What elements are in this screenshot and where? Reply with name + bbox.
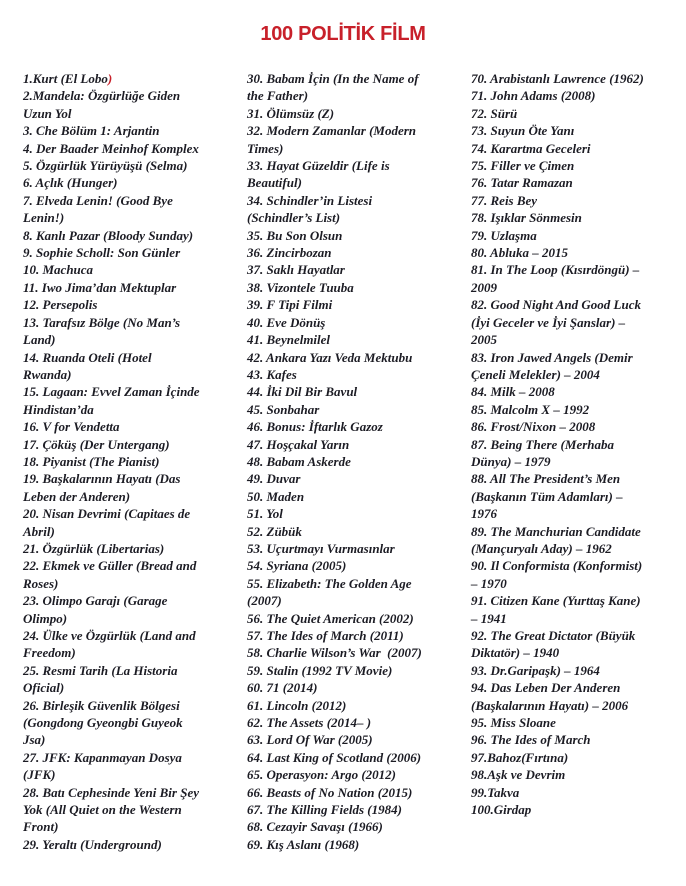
film-list-item [247, 261, 469, 278]
film-title: 84. Milk – 2008 [471, 384, 555, 400]
film-list-item [247, 749, 469, 766]
film-title: 85. Malcolm X – 1992 [471, 401, 590, 417]
film-title: 86. Frost/Nixon – 2008 [471, 419, 596, 435]
film-title: 34. Schindler’in Listesi (Schindler’s List) [247, 192, 373, 226]
film-title: 37. Saklı Hayatlar [247, 262, 345, 278]
film-list-item [247, 296, 469, 313]
film-title: 35. Bu Son Olsun [247, 227, 343, 243]
film-title: 96. The Ides of March [471, 732, 591, 748]
film-list-item [471, 557, 683, 592]
film-title: 21. Özgürlük (Libertarias) [23, 540, 165, 556]
film-list-item [471, 87, 683, 104]
film-title: 100.Girdap [471, 802, 532, 818]
film-title: 2.Mandela: Özgürlüğe Giden Uzun Yol [23, 88, 181, 121]
film-list-item [247, 122, 469, 157]
film-title: 65. Operasyon: Argo (2012) [247, 767, 397, 783]
film-title: 1.Kurt (El Lobo [23, 71, 108, 86]
film-title: 49. Duvar [247, 471, 301, 487]
film-list-item [247, 436, 469, 453]
film-list-item [23, 436, 243, 453]
film-list-item [23, 784, 243, 836]
film-title: 5. Özgürlük Yürüyüşü (Selma) [23, 158, 188, 174]
film-title: 92. The Great Dictator (Büyük Diktatör) – 1940 [471, 628, 636, 661]
film-title-tail: ) [107, 71, 113, 86]
film-list-item [23, 505, 243, 540]
film-title: 83. Iron Jawed Angels (Demir Çeneli Melekler) – 2004 [471, 349, 633, 382]
film-list-item [471, 174, 683, 191]
film-title: 11. Iwo Jima’dan Mektuplar [23, 279, 177, 295]
film-title: 6. Açlık (Hunger) [23, 175, 118, 191]
film-title: 90. Il Conformista (Konformist) – 1970 [471, 558, 643, 591]
film-title: 41. Beynelmilel [247, 332, 331, 348]
film-list-item [23, 87, 243, 122]
film-list-item [23, 70, 243, 87]
film-title: 67. The Killing Fields (1984) [247, 802, 402, 818]
film-title: 8. Kanlı Pazar (Bloody Sunday) [23, 227, 194, 243]
film-title: 94. Das Leben Der Anderen (Başkalarının Hayatı) – 2006 [471, 680, 629, 713]
film-title: 48. Babam Askerde [247, 453, 351, 469]
film-title: 81. In The Loop (Kısırdöngü) – 2009 [471, 262, 640, 295]
film-list-item [23, 383, 243, 418]
film-title: 80. Abluka – 2015 [471, 245, 569, 261]
film-list-item [23, 453, 243, 470]
film-title: 38. Vizontele Tuuba [247, 279, 354, 295]
film-title: 98.Aşk ve Devrim [471, 767, 566, 783]
film-list-item [23, 279, 243, 296]
film-title: 55. Elizabeth: The Golden Age (2007) [247, 575, 412, 609]
film-title: 27. JFK: Kapanmayan Dosya (JFK) [23, 749, 182, 783]
film-title: 32. Modern Zamanlar (Modern Times) [247, 123, 417, 156]
film-title: 7. Elveda Lenin! (Good Bye Lenin!) [23, 192, 173, 226]
film-list-item [471, 140, 683, 157]
film-list-item [471, 627, 683, 662]
film-title: 30. Babam İçin (In the Name of the Father) [247, 71, 419, 104]
film-list-item [23, 662, 243, 697]
film-list-item [247, 505, 469, 522]
film-list-item [247, 488, 469, 505]
film-list-item [247, 157, 469, 192]
film-list-item [471, 157, 683, 174]
film-list-item [471, 383, 683, 400]
film-title: 45. Sonbahar [247, 401, 320, 417]
film-list-item [471, 523, 683, 558]
film-title: 10. Machuca [23, 262, 94, 278]
film-list-item [471, 662, 683, 679]
film-list-item [247, 383, 469, 400]
film-title: 24. Ülke ve Özgürlük (Land and Freedom) [23, 628, 196, 661]
film-column-1 [23, 70, 243, 853]
film-list-item [247, 331, 469, 348]
film-list-item [23, 836, 243, 853]
film-title: 75. Filler ve Çimen [471, 158, 575, 174]
film-list-item [471, 714, 683, 731]
film-list-item [247, 453, 469, 470]
film-title: 82. Good Night And Good Luck (İyi Geceler ve İyi Şanslar) – 2005 [471, 297, 641, 348]
film-title: 74. Karartma Geceleri [471, 140, 591, 156]
film-list-item [247, 349, 469, 366]
film-list-item [247, 105, 469, 122]
film-list-item [471, 244, 683, 261]
film-title: 42. Ankara Yazı Veda Mektubu [247, 349, 413, 365]
film-list-item [247, 279, 469, 296]
film-title: 58. Charlie Wilson’s War (2007) [247, 645, 422, 661]
film-list-item [23, 314, 243, 349]
film-title: 33. Hayat Güzeldir (Life is Beautiful) [247, 158, 390, 191]
film-list-item [247, 714, 469, 731]
film-title: 3. Che Bölüm 1: Arjantin [23, 123, 160, 139]
film-title: 66. Beasts of No Nation (2015) [247, 784, 413, 800]
film-title: 61. Lincoln (2012) [247, 697, 347, 713]
film-list-item [471, 731, 683, 748]
film-title: 54. Syriana (2005) [247, 558, 347, 574]
film-list-item [23, 540, 243, 557]
film-list-item [471, 192, 683, 209]
film-list-item [23, 261, 243, 278]
film-title: 13. Tarafsız Bölge (No Man’s Land) [23, 314, 181, 348]
film-list-item [247, 679, 469, 696]
film-title: 73. Suyun Öte Yanı [471, 123, 575, 139]
film-list-item [23, 349, 243, 384]
film-title: 93. Dr.Garipaşk) – 1964 [471, 662, 600, 678]
film-title: 47. Hoşçakal Yarın [247, 436, 350, 452]
film-title: 28. Batı Cephesinde Yeni Bir Şey Yok (All Quiet on the Western Front) [23, 784, 199, 835]
film-list-item [471, 227, 683, 244]
film-title: 91. Citizen Kane (Yurttaş Kane) – 1941 [471, 593, 641, 626]
film-list-item [471, 296, 683, 348]
film-title: 57. The Ides of March (2011) [247, 628, 404, 643]
film-list-item [471, 592, 683, 627]
film-list-item [471, 418, 683, 435]
film-list-item [247, 610, 469, 627]
film-list-item [247, 401, 469, 418]
film-title: 60. 71 (2014) [247, 680, 318, 696]
film-list-item [247, 314, 469, 331]
film-list-item [247, 418, 469, 435]
film-list-item [247, 801, 469, 818]
film-list-item [247, 227, 469, 244]
film-list-item [471, 349, 683, 384]
film-list-item [471, 749, 683, 766]
film-list-item [23, 592, 243, 627]
film-title: 14. Ruanda Oteli (Hotel Rwanda) [23, 349, 152, 382]
film-title: 71. John Adams (2008) [471, 88, 596, 104]
film-list-item [471, 122, 683, 139]
film-title: 26. Birleşik Güvenlik Bölgesi (Gongdong Gyeongbi Guyeok Jsa) [23, 697, 183, 748]
film-list-item [471, 784, 683, 801]
film-list-item [247, 818, 469, 835]
film-list-item [247, 70, 469, 105]
film-title: 36. Zincirbozan [247, 245, 332, 261]
film-list-item [471, 679, 683, 714]
film-list-item [23, 296, 243, 313]
film-list-item [247, 575, 469, 610]
film-title: 15. Lagaan: Evvel Zaman İçinde Hindistan’da [23, 384, 200, 417]
film-list-item [247, 523, 469, 540]
page-title: 100 POLİTİK FİLM [260, 23, 426, 45]
film-list-item [23, 192, 243, 227]
film-title: 99.Takva [471, 784, 520, 800]
film-title: 77. Reis Bey [471, 192, 538, 208]
film-title: 56. The Quiet American (2002) [247, 610, 414, 626]
film-title: 68. Cezayir Savaşı (1966) [247, 819, 383, 835]
film-title: 69. Kış Aslanı (1968) [247, 836, 360, 852]
film-list-item [247, 192, 469, 227]
film-title: 89. The Manchurian Candidate (Mançuryalı Aday) – 1962 [471, 523, 641, 556]
film-list-item [23, 557, 243, 592]
film-title: 52. Zübük [247, 523, 302, 539]
film-list-item [247, 366, 469, 383]
film-list-item [247, 470, 469, 487]
film-title: 12. Persepolis [23, 297, 98, 313]
film-list-item [23, 697, 243, 749]
film-title: 50. Maden [247, 488, 305, 504]
film-column-3 [471, 70, 683, 818]
film-list-item [471, 209, 683, 226]
film-title: 76. Tatar Ramazan [471, 175, 573, 191]
film-title: 16. V for Vendetta [23, 419, 120, 435]
film-title: 18. Piyanist (The Pianist) [23, 453, 160, 469]
film-list-item [247, 784, 469, 801]
film-title: 97.Bahoz(Fırtına) [471, 749, 569, 765]
film-list-item [23, 627, 243, 662]
film-list-item [247, 557, 469, 574]
film-list-item [247, 766, 469, 783]
film-title: 22. Ekmek ve Güller (Bread and Roses) [23, 558, 197, 591]
film-title: 72. Sürü [471, 105, 518, 121]
film-list-item [471, 105, 683, 122]
film-title: 31. Ölümsüz (Z) [247, 105, 335, 121]
film-title: 51. Yol [247, 506, 283, 522]
film-title: 95. Miss Sloane [471, 715, 556, 731]
film-list-item [471, 436, 683, 471]
film-list-item [471, 70, 683, 87]
film-title: 88. All The President’s Men (Başkanın Tüm Adamları) – 1976 [471, 471, 623, 522]
film-title: 87. Being There (Merhaba Dünya) – 1979 [471, 436, 614, 469]
film-list-item [23, 749, 243, 784]
film-title: 19. Başkalarının Hayatı (Das Leben der Anderen) [23, 471, 181, 504]
film-title: 23. Olimpo Garajı (Garage Olimpo) [23, 593, 168, 626]
film-title: 43. Kafes [247, 366, 297, 382]
film-title: 17. Çöküş (Der Untergang) [23, 436, 170, 452]
film-list-item [471, 470, 683, 522]
film-list-item [247, 244, 469, 261]
film-list-item [247, 662, 469, 679]
film-title: 40. Eve Dönüş [247, 314, 326, 330]
film-column-2 [247, 70, 469, 853]
film-list-item [247, 697, 469, 714]
film-list-item [247, 627, 469, 644]
film-title: 39. F Tipi Filmi [247, 297, 333, 313]
film-list-item [247, 644, 469, 661]
film-title: 29. Yeraltı (Underground) [23, 836, 162, 852]
film-list-item [471, 766, 683, 783]
film-list-item [471, 261, 683, 296]
film-list-item [247, 836, 469, 853]
film-list-item [23, 157, 243, 174]
film-list-item [23, 174, 243, 191]
film-title: 4. Der Baader Meinhof Komplex [23, 140, 199, 156]
film-title: 70. Arabistanlı Lawrence (1962) [471, 71, 644, 86]
film-title: 63. Lord Of War (2005) [247, 732, 373, 748]
film-title: 78. Işıklar Sönmesin [471, 210, 582, 226]
film-list-item [23, 140, 243, 157]
film-list-item [23, 470, 243, 505]
film-list-item [471, 401, 683, 418]
film-list-item [23, 227, 243, 244]
film-title: 53. Uçurtmayı Vurmasınlar [247, 540, 395, 556]
film-list-item [23, 122, 243, 139]
film-list-item [23, 418, 243, 435]
film-title: 20. Nisan Devrimi (Capitaes de Abril) [23, 506, 191, 539]
film-title: 62. The Assets (2014– ) [247, 715, 372, 731]
film-list-item [471, 801, 683, 818]
film-title: 44. İki Dil Bir Bavul [247, 384, 358, 400]
film-title: 79. Uzlaşma [471, 227, 537, 243]
film-title: 59. Stalin (1992 TV Movie) [247, 662, 393, 678]
film-title: 9. Sophie Scholl: Son Günler [23, 245, 181, 261]
film-list-item [247, 731, 469, 748]
film-title: 25. Resmi Tarih (La Historia Oficial) [23, 662, 178, 696]
film-list-item [247, 540, 469, 557]
film-title: 46. Bonus: İftarlık Gazoz [247, 419, 383, 435]
film-title: 64. Last King of Scotland (2006) [247, 749, 422, 765]
film-list-item [23, 244, 243, 261]
